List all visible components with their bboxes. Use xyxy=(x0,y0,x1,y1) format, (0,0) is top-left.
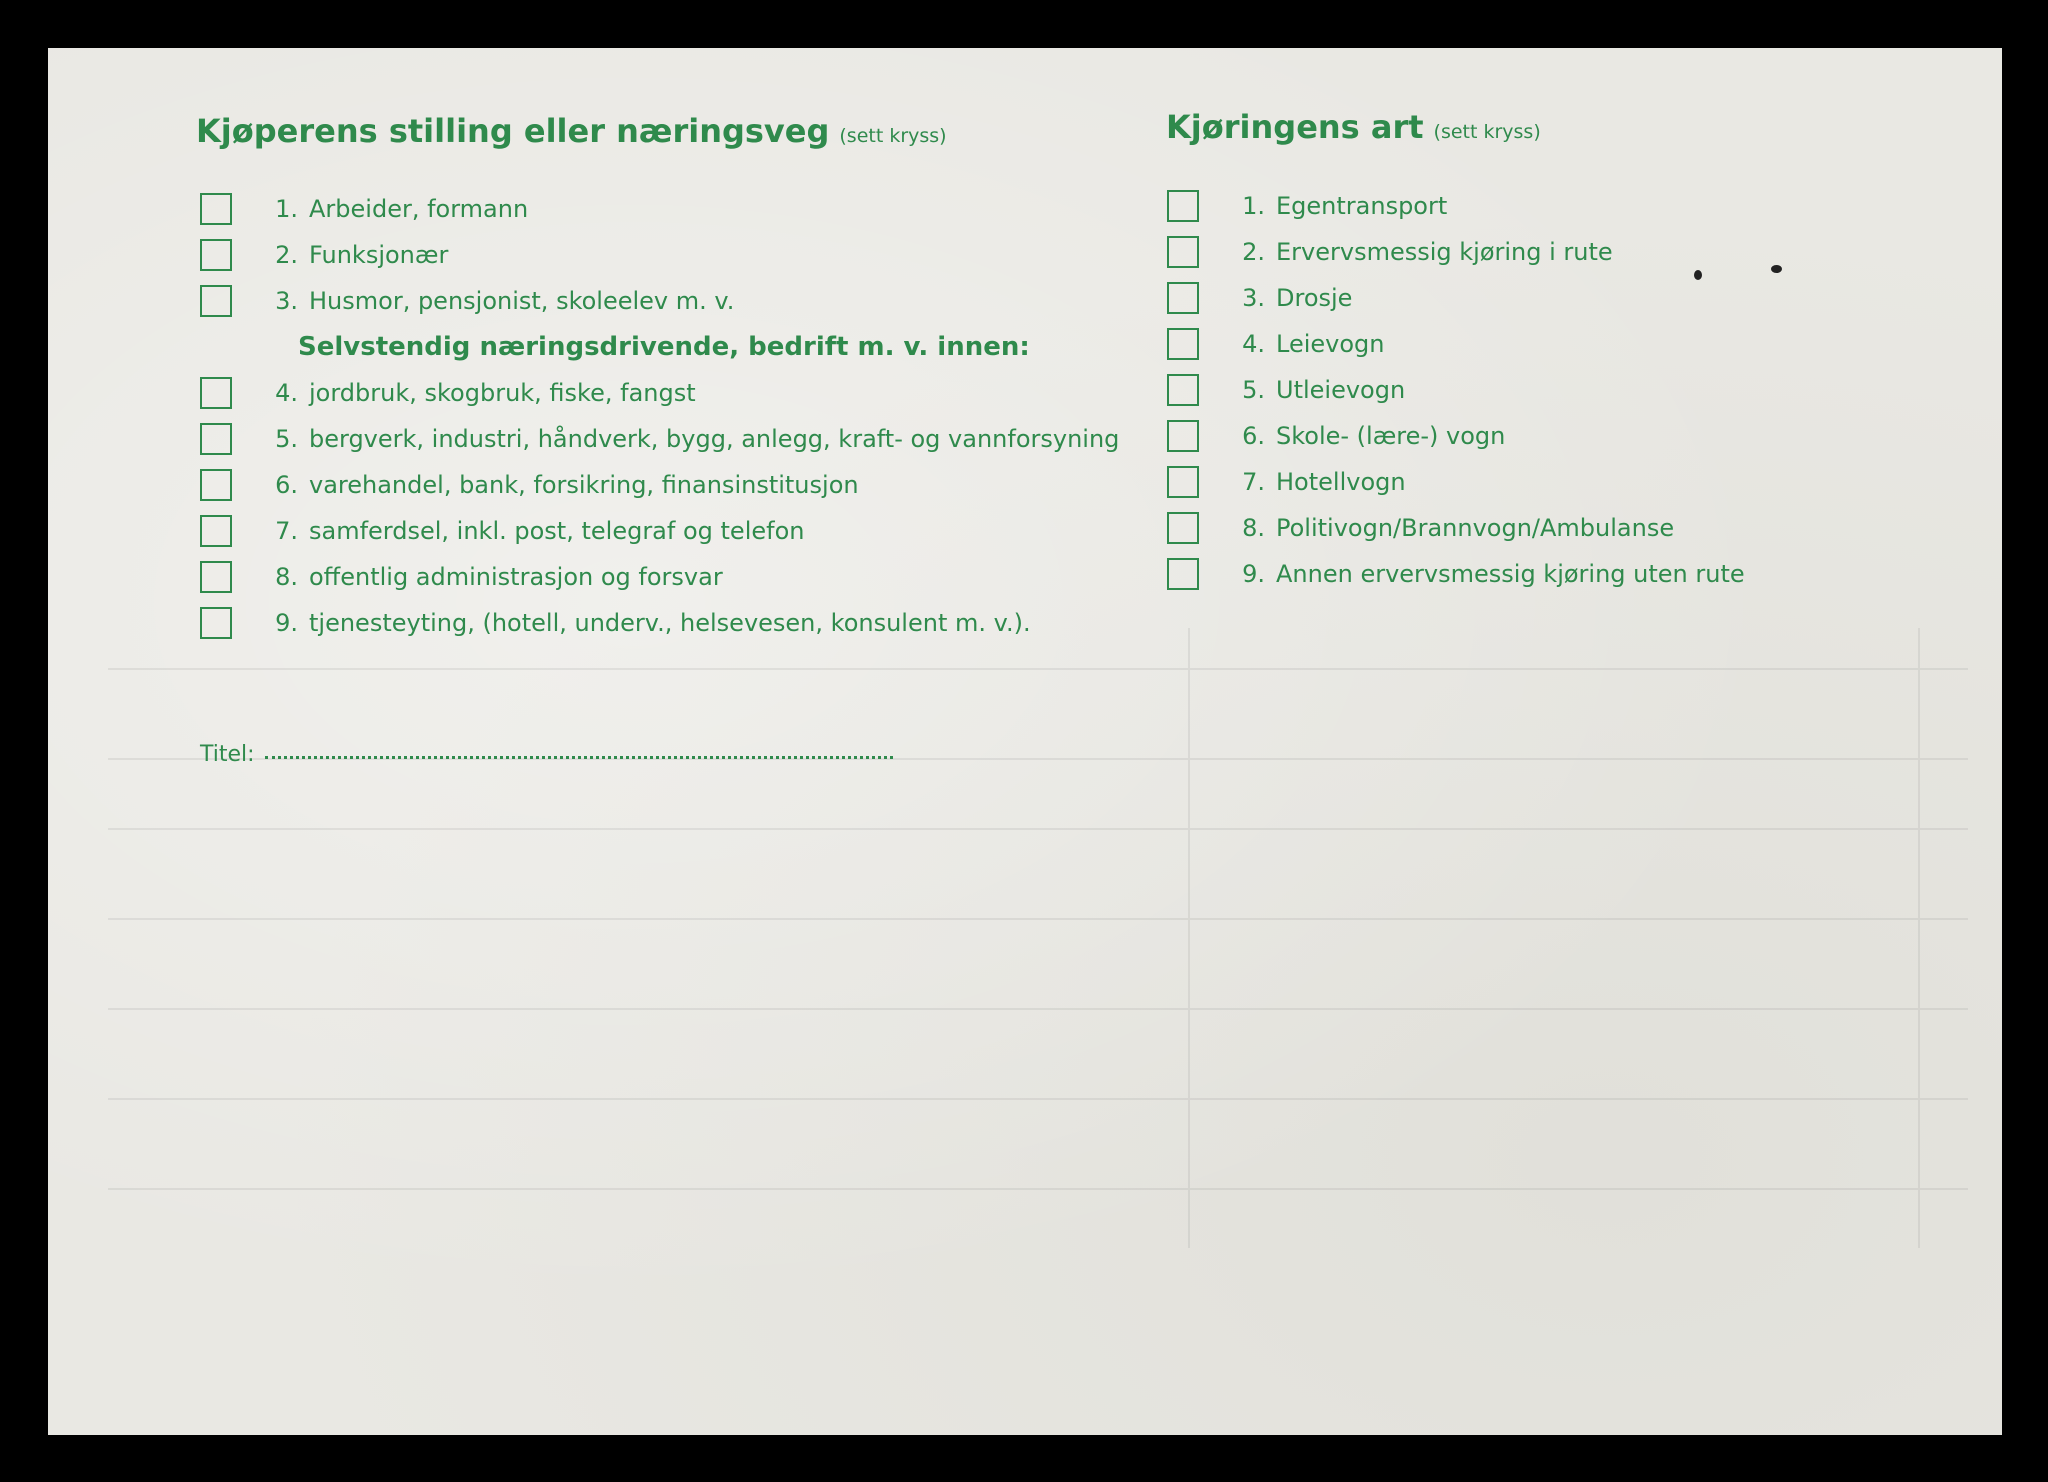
option-number: 7. xyxy=(275,517,298,545)
option-number: 2. xyxy=(1242,238,1265,266)
show-through-ghost-lines xyxy=(108,628,1968,1248)
occupation-option-4[interactable] xyxy=(200,370,1119,416)
checkbox[interactable] xyxy=(1167,374,1199,406)
self-employed-subheading: Selvstendig næringsdrivende, bedrift m. v. innen: xyxy=(298,332,1030,362)
option-number: 3. xyxy=(275,287,298,315)
option-label: Hotellvogn xyxy=(1276,468,1406,496)
driving-option-5[interactable] xyxy=(1167,367,1745,413)
occupation-option-2[interactable] xyxy=(200,232,1119,278)
checkbox[interactable] xyxy=(200,561,232,593)
option-number: 8. xyxy=(1242,514,1265,542)
option-number: 9. xyxy=(275,609,298,637)
occupation-option-5[interactable] xyxy=(200,416,1119,462)
left-section-heading xyxy=(196,112,947,150)
option-number: 1. xyxy=(275,195,298,223)
option-label: Politivogn/Brannvogn/Ambulanse xyxy=(1276,514,1675,542)
checkbox[interactable] xyxy=(1167,420,1199,452)
option-label: Ervervsmessig kjøring i rute xyxy=(1276,238,1613,266)
option-number: 3. xyxy=(1242,284,1265,312)
checkbox[interactable] xyxy=(1167,236,1199,268)
option-label: bergverk, industri, håndverk, bygg, anlegg, kraft- og vannforsyning xyxy=(309,425,1120,453)
option-number: 6. xyxy=(1242,422,1265,450)
option-number: 4. xyxy=(1242,330,1265,358)
occupation-option-3[interactable] xyxy=(200,278,1119,324)
occupation-option-1[interactable] xyxy=(200,186,1119,232)
option-label: varehandel, bank, forsikring, finansinstitusjon xyxy=(309,471,859,499)
checkbox[interactable] xyxy=(1167,282,1199,314)
checkbox[interactable] xyxy=(200,239,232,271)
checkbox[interactable] xyxy=(1167,190,1199,222)
option-number: 7. xyxy=(1242,468,1265,496)
option-label: jordbruk, skogbruk, fiske, fangst xyxy=(309,379,696,407)
driving-option-2[interactable] xyxy=(1167,229,1745,275)
driving-option-7[interactable] xyxy=(1167,459,1745,505)
left-section-note: (sett kryss) xyxy=(839,125,947,147)
option-label: offentlig administrasjon og forsvar xyxy=(309,563,723,591)
driving-option-1[interactable] xyxy=(1167,183,1745,229)
option-label: Husmor, pensjonist, skoleelev m. v. xyxy=(309,287,735,315)
right-section-note: (sett kryss) xyxy=(1433,121,1541,143)
option-label: samferdsel, inkl. post, telegraf og telefon xyxy=(309,517,805,545)
option-label: Arbeider, formann xyxy=(309,195,529,223)
option-label: Utleievogn xyxy=(1276,376,1406,404)
right-section-heading xyxy=(1166,108,1541,146)
option-label: Egentransport xyxy=(1276,192,1448,220)
checkbox[interactable] xyxy=(200,607,232,639)
option-number: 8. xyxy=(275,563,298,591)
option-label: Skole- (lære-) vogn xyxy=(1276,422,1506,450)
driving-option-4[interactable] xyxy=(1167,321,1745,367)
option-number: 5. xyxy=(275,425,298,453)
occupation-option-9[interactable] xyxy=(200,600,1119,646)
ink-speck xyxy=(1771,265,1782,273)
driving-option-6[interactable] xyxy=(1167,413,1745,459)
option-number: 9. xyxy=(1242,560,1265,588)
occupation-checklist xyxy=(200,186,1119,646)
occupation-option-8[interactable] xyxy=(200,554,1119,600)
checkbox[interactable] xyxy=(200,377,232,409)
title-field-dotted-line[interactable] xyxy=(265,754,893,759)
checkbox[interactable] xyxy=(200,423,232,455)
driving-option-3[interactable] xyxy=(1167,275,1745,321)
option-label: Annen ervervsmessig kjøring uten rute xyxy=(1276,560,1745,588)
right-section-title: Kjøringens art xyxy=(1166,108,1424,146)
checkbox[interactable] xyxy=(1167,466,1199,498)
option-number: 1. xyxy=(1242,192,1265,220)
checkbox[interactable] xyxy=(1167,328,1199,360)
checkbox[interactable] xyxy=(200,193,232,225)
option-label: Leievogn xyxy=(1276,330,1385,358)
checkbox[interactable] xyxy=(1167,512,1199,544)
occupation-option-7[interactable] xyxy=(200,508,1119,554)
checkbox[interactable] xyxy=(200,285,232,317)
checkbox[interactable] xyxy=(200,469,232,501)
checkbox[interactable] xyxy=(1167,558,1199,590)
option-number: 2. xyxy=(275,241,298,269)
driving-option-9[interactable] xyxy=(1167,551,1745,597)
option-number: 5. xyxy=(1242,376,1265,404)
driving-type-checklist xyxy=(1167,183,1745,597)
option-label: tjenesteyting, (hotell, underv., helsevesen, konsulent m. v.). xyxy=(309,609,1031,637)
occupation-option-6[interactable] xyxy=(200,462,1119,508)
checkbox[interactable] xyxy=(200,515,232,547)
option-number: 4. xyxy=(275,379,298,407)
option-label: Drosje xyxy=(1276,284,1353,312)
title-field[interactable] xyxy=(200,742,893,767)
form-paper xyxy=(48,48,2002,1435)
title-field-label: Titel: xyxy=(200,742,255,767)
driving-option-8[interactable] xyxy=(1167,505,1745,551)
left-section-title: Kjøperens stilling eller næringsveg xyxy=(196,112,830,150)
option-label: Funksjonær xyxy=(309,241,449,269)
option-number: 6. xyxy=(275,471,298,499)
